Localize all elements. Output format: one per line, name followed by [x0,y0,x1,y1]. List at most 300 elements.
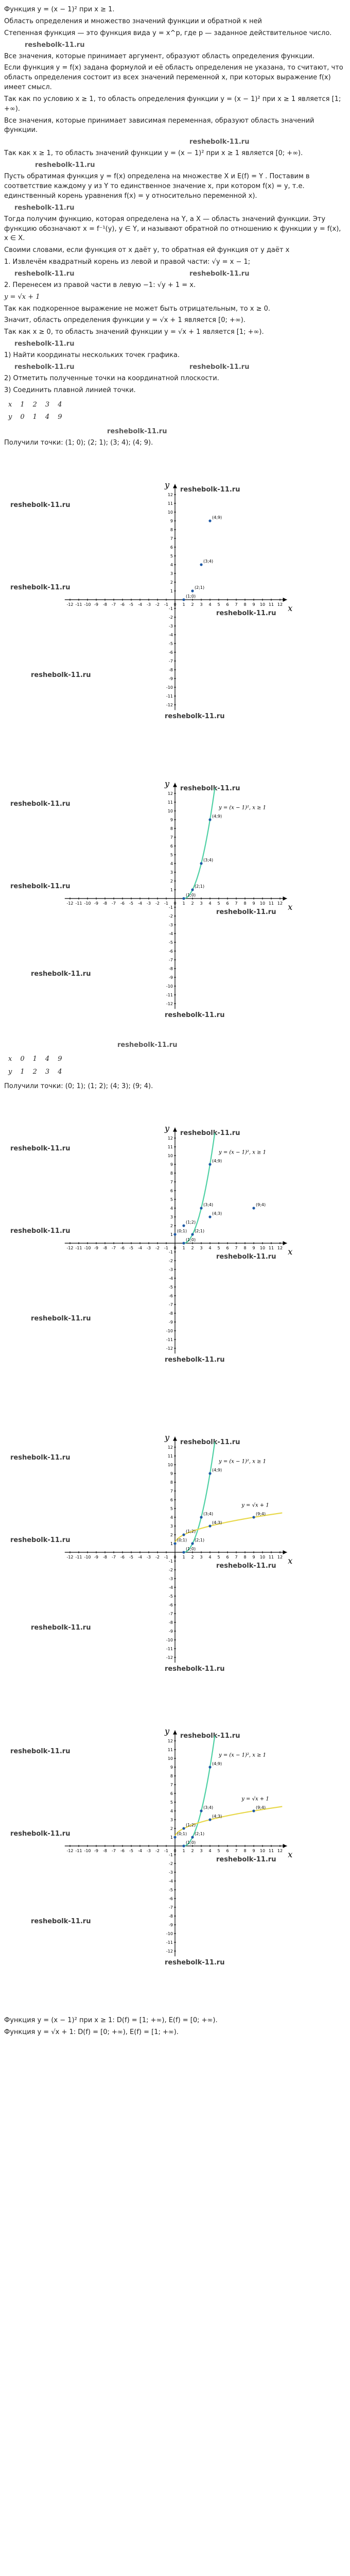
y-tick-label: 2 [170,580,173,585]
y-tick-label: 1 [170,1835,173,1840]
instruction: 2) Отметить полученные точки на координатной плоскости. [4,374,219,382]
x-tick-label: -10 [84,1554,91,1560]
page [0,0,350,461]
y-tick-label: 4 [170,1206,173,1211]
x-tick-label: 8 [243,602,247,607]
watermark: reshebolk-11.ru [165,1355,225,1364]
y-axis-arrow [173,1436,177,1440]
y-tick-label: 4 [170,1515,173,1520]
instruction: 3) Соединить плавной линией точки. [4,386,136,394]
y-tick-label: 8 [170,1773,173,1778]
x-tick-label: 12 [277,602,283,607]
x-tick-label: -11 [75,1245,82,1250]
y-tick-label: -1 [169,1249,173,1255]
y-tick-label: -4 [169,1878,173,1884]
x-tick-label: 11 [268,1848,274,1853]
y-tick-label: 8 [170,826,173,832]
sqrt-point-label: (1;2) [186,1529,196,1534]
y-tick-label: -1 [169,606,173,612]
y-tick-label: 5 [170,1800,173,1805]
table-row [6,1066,68,1079]
watermark: reshebolk-11.ru [180,1438,240,1446]
watermark: reshebolk-11.ru [165,1665,225,1673]
y-tick-label: 3 [170,870,173,875]
x-tick-label: -6 [120,1848,125,1853]
y-tick-label: 12 [167,1738,173,1743]
parabola-point [208,1766,211,1768]
y-tick-label: -9 [169,1319,173,1325]
curve-parabola [184,1735,215,1845]
x-tick-label: 4 [208,1554,212,1560]
x-tick-label: -7 [112,901,116,906]
y-tick-label: -10 [166,1931,173,1936]
y-tick-label: -8 [169,967,173,972]
x-tick-label: -3 [147,1554,151,1560]
x-tick-label: 10 [259,602,266,607]
x-tick-label: -4 [138,1245,142,1250]
title-line: Функция y = (x − 1)² при x ≥ 1. [4,6,115,13]
table-cell: 0 [20,413,25,421]
x-tick-label: -4 [138,901,142,906]
x-tick-label: -8 [103,1245,107,1250]
spacer [0,1985,350,2011]
x-tick-label: -9 [94,1848,98,1853]
paragraph: Все значения, которые принимает аргумент, образуют область определения функции. [4,52,314,60]
y-tick-label: -6 [169,650,173,655]
watermark: reshebolk-11.ru [31,1314,91,1323]
x-tick-label: 9 [252,602,255,607]
parabola-point-label: (4;9) [212,1158,222,1163]
x-axis-label: x [288,1246,293,1257]
parabola-point [182,599,185,601]
sqrt-point [208,1524,211,1527]
y-tick-label: 5 [170,1197,173,1202]
x-tick-label: -6 [120,901,125,906]
sqrt-point-label: (9;4) [256,1202,266,1207]
y-tick-label: -7 [169,659,173,664]
parabola-point [200,1516,202,1518]
watermark: reshebolk-11.ru [216,1562,276,1570]
y-tick-label: 6 [170,1188,173,1193]
x-tick-label: 8 [243,1245,247,1250]
x-tick-label: -10 [84,1848,91,1853]
paragraph: Так как подкоренное выражение не может быть отрицательным, то x ≥ 0. [4,304,270,313]
y-tick-label: 7 [170,835,173,840]
y-axis-arrow [173,1127,177,1131]
parabola-point-label: (2;1) [195,1537,205,1543]
watermark: reshebolk-11.ru [10,1453,71,1462]
table-cell: 1 [32,1055,37,1063]
y-tick-label: -2 [169,1567,173,1572]
y-tick-label: 2 [170,1532,173,1537]
curve-sqrt [175,1806,282,1837]
watermark: reshebolk-11.ru [14,204,75,212]
y-tick-label: -4 [169,931,173,937]
x-tick-label: 6 [226,1848,229,1853]
x-tick-label: 12 [277,901,283,906]
watermark: reshebolk-11.ru [10,800,71,808]
watermark: reshebolk-11.ru [117,1041,178,1049]
x-tick-label: -2 [155,602,160,607]
x-tick-label: -11 [75,901,82,906]
answer-line: Функция y = (x − 1)² при x ≥ 1: D(f) = [1; +∞), E(f) = [0; +∞). [4,2016,218,2024]
curve-parabola-label: y = (x − 1)², x ≥ 1 [219,1459,267,1465]
paragraph: Пусть обратимая функция y = f(x) определена на множестве X и E(f) = Y . Поставим в соответствие каждому y из Y то единственное значение x, при котором f(x) = y, т.е. единственный корень уравнения f(x) = y относительно переменной x). [4,173,310,200]
y-tick-label: -3 [169,923,173,928]
sqrt-point-label: (1;2) [186,1219,196,1225]
x-tick-label: 0 [173,1848,177,1853]
graph-3 [0,1104,350,1382]
parabola-point [208,520,211,522]
y-tick-label: 6 [170,1497,173,1502]
x-tick-label: 7 [235,901,238,906]
parabola-point [191,1836,194,1838]
y-tick-label: 1 [170,589,173,594]
y-tick-label: -10 [166,1637,173,1642]
paragraph: Степенная функция — это функция вида y = x^p, где p — заданное действительное число. [4,29,332,37]
watermark: reshebolk-11.ru [165,713,225,721]
curve-parabola-label: y = (x − 1)², x ≥ 1 [219,1149,267,1156]
watermark: reshebolk-11.ru [10,883,71,891]
y-tick-label: -11 [166,1940,173,1945]
x-tick-label: -5 [129,602,133,607]
y-tick-label: -2 [169,1258,173,1263]
x-tick-label: 5 [217,1848,220,1853]
x-tick-label: -12 [66,602,74,607]
x-tick-label: -8 [103,1848,107,1853]
x-tick-label: 2 [191,901,194,906]
paragraph: Если функция y = f(x) задана формулой и её область определения не указана, то считают, что область определения состоит из всех значений переменной x, при которых выражение f(x) имеет смысл. [4,64,343,92]
final-answer [0,2011,350,2050]
sqrt-point [173,1542,176,1545]
y-tick-label: 3 [170,571,173,577]
y-tick-label: -9 [169,676,173,682]
x-tick-label: 4 [208,1848,212,1853]
y-tick-label: 4 [170,1808,173,1814]
table-cell: 4 [58,400,62,409]
watermark: reshebolk-11.ru [14,340,75,348]
points-text: Получили точки: (1; 0); (2; 1); (3; 4); (4; 9). [4,439,153,447]
watermark: reshebolk-11.ru [165,1011,225,1020]
x-tick-label: 7 [235,1245,238,1250]
table-cell: x [8,1055,12,1063]
y-tick-label: -4 [169,1585,173,1590]
x-tick-label: -6 [120,1245,125,1250]
x-tick-label: 0 [173,1245,177,1250]
curve-parabola [184,1442,215,1552]
table-cell: 2 [32,1068,37,1076]
y-tick-label: 1 [170,1232,173,1237]
x-tick-label: 7 [235,602,238,607]
coordinate-plane [0,461,350,739]
y-tick-label: 7 [170,1179,173,1184]
x-tick-label: 5 [217,1554,220,1560]
watermark-row [4,204,345,213]
x-tick-label: 1 [182,1848,185,1853]
y-tick-label: 9 [170,1765,173,1770]
watermark-row [4,363,345,372]
watermark-row [4,161,345,170]
parabola-point [200,1809,202,1812]
parabola-point [182,1242,185,1244]
x-tick-label: 6 [226,1245,229,1250]
answer-line: Функция y = √x + 1: D(f) = [0; +∞), E(f) = [1; +∞). [4,2028,179,2036]
x-tick-label: 5 [217,602,220,607]
x-tick-label: 2 [191,1554,194,1560]
x-tick-label: 11 [268,1245,274,1250]
y-tick-label: -4 [169,633,173,638]
y-tick-label: -6 [169,1293,173,1298]
watermark: reshebolk-11.ru [31,970,91,978]
sqrt-point-label: (4;3) [212,1211,222,1216]
parabola-point [200,862,202,865]
x-tick-label: -3 [147,1848,151,1853]
parabola-point-label: (1;0) [186,1840,196,1845]
y-tick-label: 8 [170,528,173,533]
watermark: reshebolk-11.ru [10,584,71,592]
x-tick-label: 3 [200,1245,203,1250]
y-tick-label: -3 [169,1267,173,1272]
x-tick-label: 11 [268,602,274,607]
sqrt-point [252,1207,255,1209]
y-tick-label: 9 [170,1162,173,1167]
x-tick-label: 8 [243,901,247,906]
y-tick-label: -12 [166,1002,173,1007]
y-tick-label: -12 [166,1948,173,1954]
curve-sqrt [175,1513,282,1544]
x-tick-label: 0 [173,602,177,607]
sqrt-point-label: (0;1) [177,1228,187,1233]
x-tick-label: 3 [200,1848,203,1853]
curve-sqrt-label: y = √x + 1 [241,1796,269,1802]
values-table-2 [6,1053,68,1079]
table-cell: 2 [32,400,37,409]
x-tick-label: -8 [103,1554,107,1560]
x-tick-label: -2 [155,1848,160,1853]
y-tick-label: -10 [166,685,173,690]
watermark: reshebolk-11.ru [180,1732,240,1740]
coordinate-plane [0,759,350,1038]
y-tick-label: 2 [170,1223,173,1228]
y-tick-label: 11 [167,1144,173,1149]
coordinate-plane [0,1413,350,1691]
watermark-row [4,138,345,147]
y-tick-label: 7 [170,1488,173,1494]
x-tick-label: 7 [235,1848,238,1853]
x-tick-label: -9 [94,1245,98,1250]
x-tick-label: 1 [182,1245,185,1250]
y-tick-label: 10 [167,1756,173,1761]
y-tick-label: -7 [169,1905,173,1910]
step: 1. Извлечём квадратный корень из левой и правой части: √y = x − 1; [4,258,251,266]
x-tick-label: -1 [164,1848,168,1853]
x-tick-label: -2 [155,901,160,906]
sqrt-point-label: (1;2) [186,1822,196,1827]
parabola-point-label: (1;0) [186,594,196,599]
table-row [6,399,68,412]
y-axis-arrow [173,1730,177,1734]
x-tick-label: 9 [252,1245,255,1250]
watermark-row [4,269,345,279]
x-tick-label: -7 [112,1245,116,1250]
watermark-row [4,1041,345,1050]
x-tick-label: 1 [182,1554,185,1560]
y-tick-label: -9 [169,1629,173,1634]
x-tick-label: 3 [200,1554,203,1560]
y-tick-label: -8 [169,1913,173,1919]
y-axis-label: y [165,1432,170,1443]
y-tick-label: 1 [170,888,173,893]
y-tick-label: -10 [166,1328,173,1333]
parabola-point-label: (2;1) [195,1228,205,1233]
x-tick-label: 5 [217,901,220,906]
x-tick-label: 2 [191,602,194,607]
x-axis-arrow [283,1844,287,1848]
x-tick-label: 9 [252,1554,255,1560]
y-tick-label: -1 [169,1558,173,1564]
x-tick-label: 6 [226,901,229,906]
x-tick-label: 6 [226,1554,229,1560]
x-tick-label: 10 [259,901,266,906]
paragraph: Все значения, которые принимает зависимая переменная, образуют область значений функции. [4,116,314,134]
graph-2 [0,759,350,1038]
y-tick-label: 11 [167,1747,173,1752]
table-cell: 3 [45,400,50,409]
x-tick-label: -6 [120,602,125,607]
x-tick-label: -10 [84,1245,91,1250]
parabola-point-label: (2;1) [195,1831,205,1836]
x-tick-label: -1 [164,1245,168,1250]
watermark: reshebolk-11.ru [31,1917,91,1925]
y-tick-label: -5 [169,1887,173,1892]
y-axis-arrow [173,484,177,488]
table-cell: 4 [45,1055,50,1063]
sqrt-point [173,1233,176,1235]
instruction: 1) Найти координаты нескольких точек графика. [4,351,180,360]
curve-parabola-label: y = (x − 1)², x ≥ 1 [219,1752,267,1758]
values-table-1 [6,399,68,425]
y-tick-label: -12 [166,1655,173,1660]
parabola-point-label: (3;4) [203,1202,214,1207]
sqrt-point-label: (4;3) [212,1814,222,1819]
x-tick-label: -4 [138,602,142,607]
y-tick-label: -7 [169,1302,173,1307]
y-tick-label: 3 [170,1214,173,1219]
x-axis-label: x [288,1555,293,1566]
parabola-point-label: (4;9) [212,1761,222,1766]
y-tick-label: 8 [170,1171,173,1176]
curve-parabola-label: y = (x − 1)², x ≥ 1 [219,805,267,811]
y-tick-label: 4 [170,563,173,568]
y-tick-label: 5 [170,1506,173,1511]
y-tick-label: 10 [167,510,173,515]
x-tick-label: -5 [129,1848,133,1853]
x-axis-arrow [283,1241,287,1245]
watermark: reshebolk-11.ru [180,785,240,793]
graph-1 [0,461,350,739]
y-tick-label: -5 [169,1284,173,1290]
x-tick-label: -12 [66,1245,74,1250]
sqrt-point [252,1516,255,1518]
y-tick-label: -3 [169,1870,173,1875]
x-tick-label: 11 [268,1554,274,1560]
y-tick-label: -7 [169,1611,173,1616]
x-tick-label: 10 [259,1554,266,1560]
parabola-point-label: (1;0) [186,1237,196,1242]
spacer [0,739,350,759]
x-tick-label: -9 [94,1554,98,1560]
y-tick-label: 11 [167,501,173,506]
x-tick-label: -3 [147,901,151,906]
sqrt-point-label: (4;3) [212,1520,222,1525]
y-axis-arrow [173,783,177,787]
parabola-point-label: (4;9) [212,515,222,520]
parabola-point [182,1844,185,1847]
x-tick-label: -10 [84,602,91,607]
watermark: reshebolk-11.ru [216,908,276,917]
y-tick-label: -5 [169,1594,173,1599]
x-tick-label: -1 [164,901,168,906]
y-tick-label: -7 [169,958,173,963]
x-tick-label: 4 [208,901,212,906]
watermark: reshebolk-11.ru [14,269,75,278]
x-tick-label: 8 [243,1848,247,1853]
y-tick-label: -9 [169,1922,173,1927]
y-tick-label: -2 [169,615,173,620]
parabola-point [191,590,194,592]
x-tick-label: -4 [138,1554,142,1560]
y-axis-label: y [165,480,170,490]
y-tick-label: 11 [167,1453,173,1459]
x-tick-label: -12 [66,1554,74,1560]
sqrt-point [182,1224,185,1227]
step: 2. Перенесем из правой части в левую −1: √y + 1 = x. [4,281,196,289]
coordinate-plane [0,1707,350,1985]
parabola-point [208,1472,211,1475]
x-tick-label: 3 [200,901,203,906]
y-tick-label: 5 [170,554,173,559]
paragraph: Тогда получим функцию, которая определена на Y, а X — область значений функции. Эту функцию обозначают x = f⁻¹(y), y ∈ Y, и называют обратной по отношению к функции y = f(x), x ∈ X. [4,215,341,243]
y-tick-label: -2 [169,914,173,919]
watermark: reshebolk-11.ru [10,1227,71,1235]
y-tick-label: 2 [170,879,173,884]
x-tick-label: 12 [277,1848,283,1853]
x-tick-label: 1 [182,901,185,906]
y-tick-label: 2 [170,1826,173,1831]
x-tick-label: -5 [129,1245,133,1250]
step: y = √x + 1 [4,293,40,301]
watermark: reshebolk-11.ru [216,1252,276,1261]
y-tick-label: -12 [166,703,173,708]
table-cell: 3 [45,1068,50,1076]
table-cell: 9 [58,413,62,421]
y-tick-label: 10 [167,809,173,814]
watermark: reshebolk-11.ru [14,363,75,371]
x-tick-label: 0 [173,1554,177,1560]
x-tick-label: -2 [155,1554,160,1560]
watermark: reshebolk-11.ru [10,1747,71,1755]
x-tick-label: -9 [94,602,98,607]
parabola-point-label: (2;1) [195,585,205,590]
y-tick-label: 9 [170,519,173,524]
table-cell: 9 [58,1055,62,1063]
paragraph: Так как x ≥ 0, то область значений функции y = √x + 1 является [1; +∞). [4,328,264,336]
x-tick-label: 9 [252,1848,255,1853]
watermark: reshebolk-11.ru [189,363,250,371]
spacer [0,1382,350,1413]
x-tick-label: 9 [252,901,255,906]
x-tick-label: 8 [243,1554,247,1560]
